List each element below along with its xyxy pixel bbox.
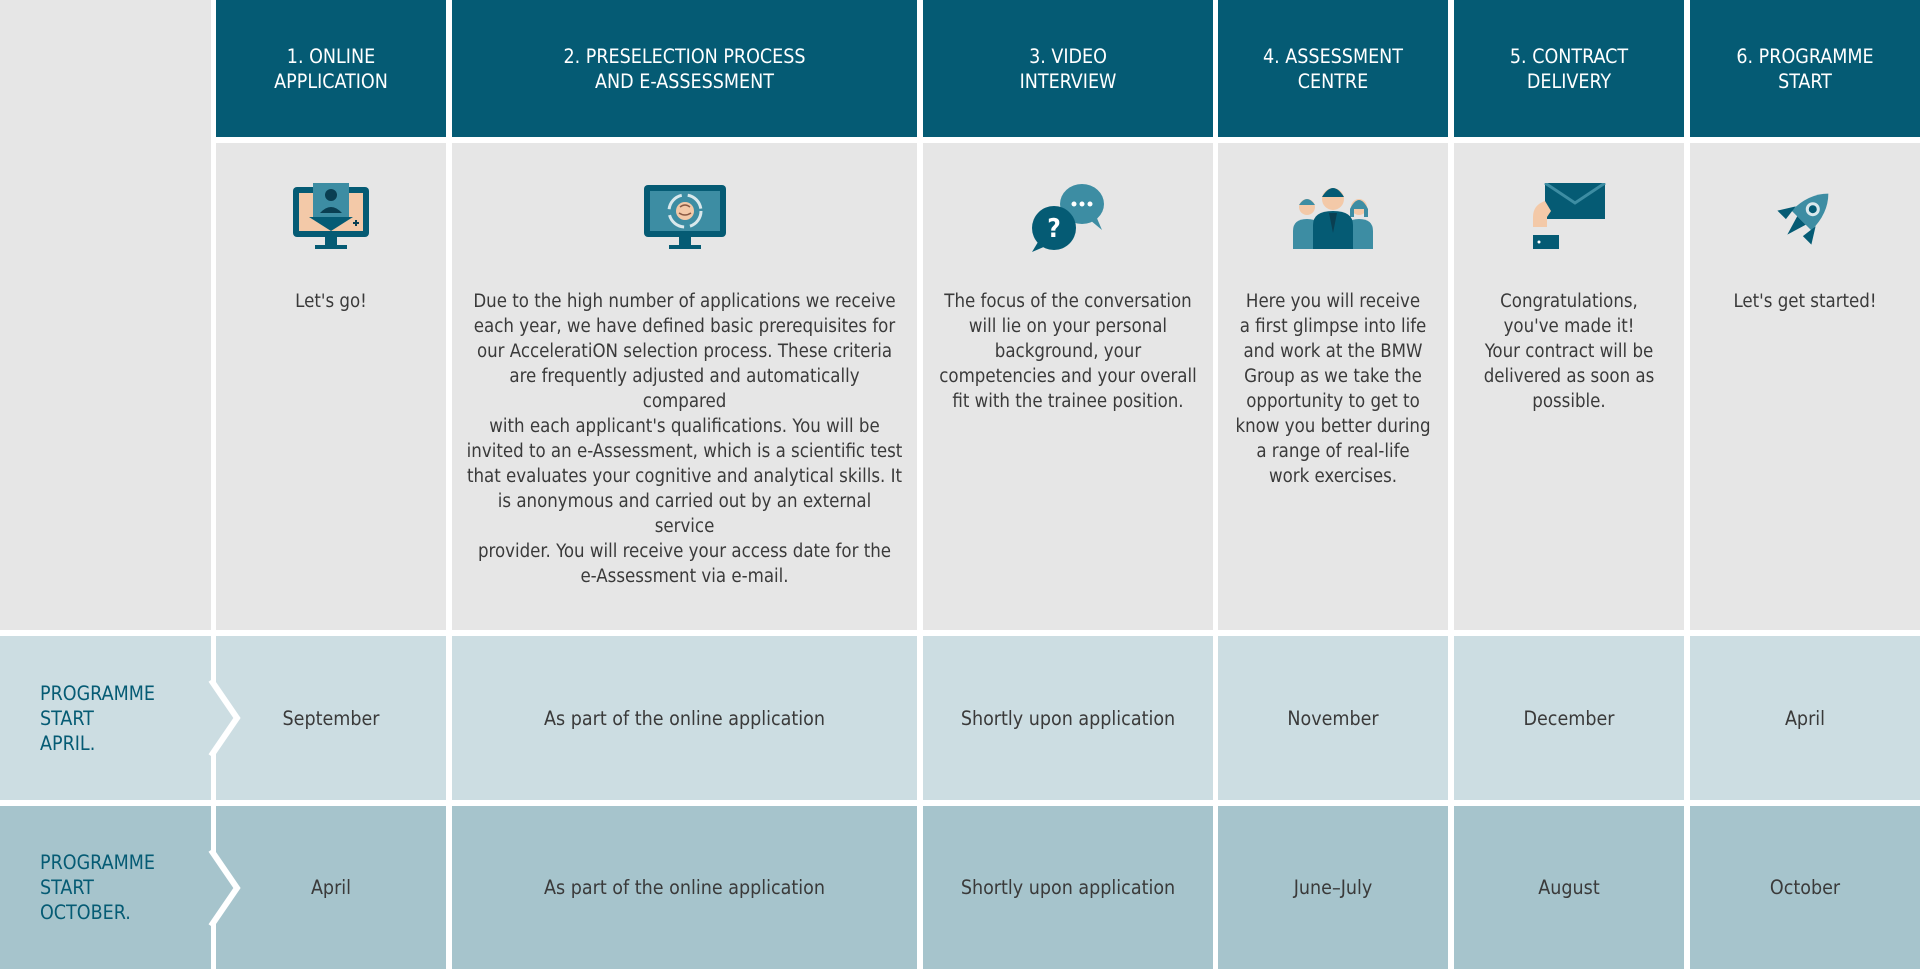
- row-chevron-arrow: [205, 850, 245, 926]
- corner-blank: [0, 0, 211, 630]
- cell-value: April: [310, 876, 352, 899]
- row-october-assessment-centre: [1218, 806, 1448, 969]
- step-body-preselection: [452, 143, 917, 630]
- row-april-video-interview: [923, 636, 1213, 800]
- cell-value: September: [282, 706, 380, 730]
- step-header-online-application: [216, 0, 446, 137]
- svg-text:?: ?: [1047, 214, 1061, 244]
- row-october-online-application: [216, 806, 446, 969]
- step-description: The focus of the conversation will lie on your personal background, your competencies and your overall fit with the trainee position.: [939, 291, 1197, 412]
- step-title: 3. VIDEO INTERVIEW: [1019, 44, 1117, 93]
- step-body-assessment-centre: [1218, 143, 1448, 630]
- cell-value: December: [1523, 706, 1615, 730]
- cell-value: As part of the online application: [544, 706, 825, 730]
- step-description: Let's get started!: [1733, 291, 1877, 312]
- step-description: Let's go!: [295, 291, 367, 312]
- row-april-preselection: [452, 636, 917, 800]
- step-header-preselection: [452, 0, 917, 137]
- row-april-online-application: [216, 636, 446, 800]
- row-chevron-arrow: [205, 680, 245, 756]
- cell-value: November: [1287, 706, 1379, 730]
- row-october-contract-delivery: [1454, 806, 1684, 969]
- cell-value: April: [1784, 706, 1826, 730]
- people-group-icon: [1232, 179, 1434, 255]
- rocket-icon: [1704, 179, 1906, 255]
- step-body-video-interview: [923, 143, 1213, 630]
- computer-monitor-profile-icon: [230, 179, 432, 255]
- cell-value: June–July: [1293, 876, 1373, 899]
- cell-value: October: [1769, 876, 1841, 899]
- row-april-assessment-centre: [1218, 636, 1448, 800]
- step-header-programme-start: [1690, 0, 1920, 137]
- step-description: Due to the high number of applications we receive each year, we have defined basic prerequisites for our AcceleratiON selection process. These criteria are frequently adjusted and automatically compared with each applicant's qualifications. You will be invited to an e-Assessment, which is a scientific test that evaluates your cognitive and analytical skills. It is anonymous and carried out by an external service provider. You will receive your access date for the e-Assessment via e-mail.: [466, 291, 903, 587]
- step-header-contract-delivery: [1454, 0, 1684, 137]
- row-october-video-interview: [923, 806, 1213, 969]
- monitor-brain-icon: [466, 179, 903, 255]
- speech-bubbles-question-icon: [937, 179, 1199, 255]
- row-label-programme-start-april: [0, 636, 211, 800]
- row-label-text: PROGRAMME START OCTOBER.: [40, 851, 155, 924]
- step-title: 4. ASSESSMENT CENTRE: [1263, 44, 1403, 93]
- step-description: Here you will receive a first glimpse into life and work at the BMW Group as we take the opportunity to get to know you better during a range of real-life work exercises.: [1235, 291, 1431, 487]
- cell-value: As part of the online application: [544, 876, 825, 899]
- step-body-programme-start: [1690, 143, 1920, 630]
- row-label-text: PROGRAMME START APRIL.: [40, 681, 155, 755]
- row-label-programme-start-october: [0, 806, 211, 969]
- step-header-assessment-centre: [1218, 0, 1448, 137]
- cell-value: August: [1538, 876, 1600, 899]
- row-april-programme-start: [1690, 636, 1920, 800]
- cell-value: Shortly upon application: [960, 876, 1176, 899]
- step-title: 2. PRESELECTION PROCESS AND E-ASSESSMENT: [563, 44, 806, 93]
- step-header-video-interview: [923, 0, 1213, 137]
- step-title: 5. CONTRACT DELIVERY: [1509, 44, 1629, 93]
- row-october-preselection: [452, 806, 917, 969]
- hand-envelope-icon: [1468, 179, 1670, 255]
- row-april-contract-delivery: [1454, 636, 1684, 800]
- step-body-online-application: [216, 143, 446, 630]
- step-body-contract-delivery: [1454, 143, 1684, 630]
- step-title: 6. PROGRAMME START: [1736, 44, 1874, 93]
- step-description: Congratulations, you've made it! Your contract will be delivered as soon as possible.: [1483, 291, 1655, 412]
- step-title: 1. ONLINE APPLICATION: [274, 44, 388, 93]
- row-october-programme-start: [1690, 806, 1920, 969]
- cell-value: Shortly upon application: [960, 706, 1176, 730]
